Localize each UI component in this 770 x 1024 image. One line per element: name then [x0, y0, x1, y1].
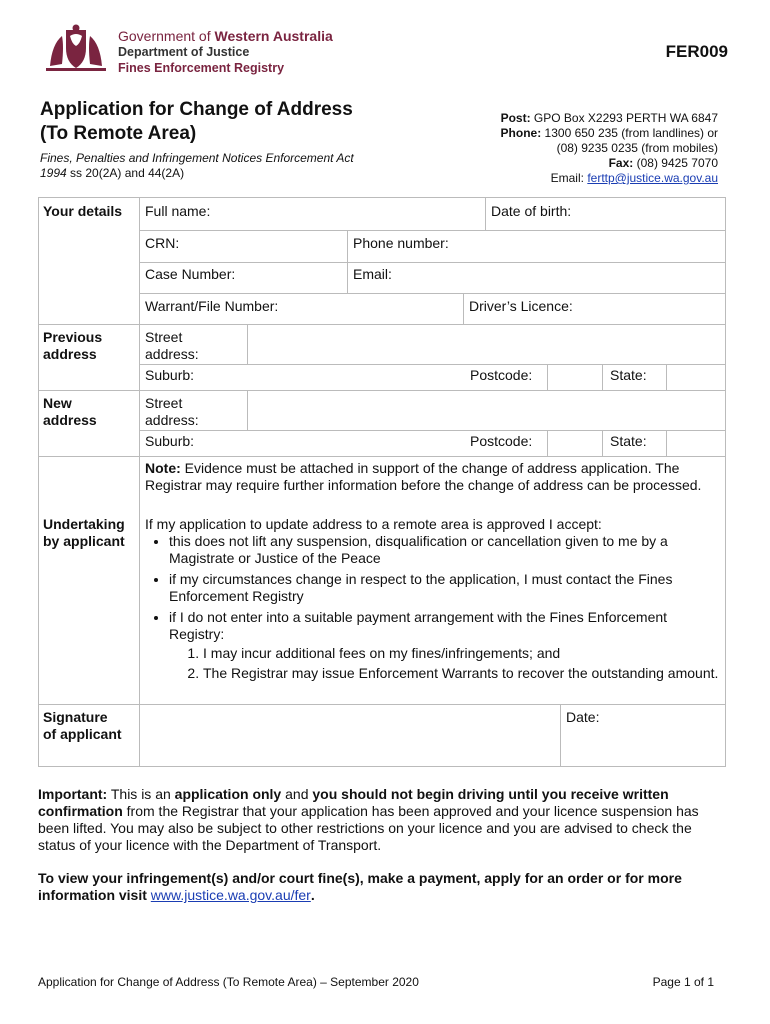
- more-information: To view your infringement(s) and/or court fine(s), make a payment, apply for an order or for more information visit www.justice.wa.gov.au/fer.: [38, 870, 682, 903]
- form-title: Application for Change of Address (To Remote Area): [40, 99, 353, 144]
- previous-street-address-field[interactable]: Street address:: [145, 329, 199, 362]
- registry-name: Fines Enforcement Registry: [118, 61, 285, 75]
- new-suburb-field[interactable]: Suburb:: [145, 433, 195, 449]
- application-form: [38, 197, 726, 767]
- warrant-file-number-field[interactable]: Warrant/File Number:: [145, 298, 279, 314]
- justice-website-link[interactable]: www.justice.wa.gov.au/fer: [150, 887, 311, 903]
- important-notice: Important: This is an application only and you should not begin driving until you receive written confirmation from the Registrar that your application has been approved and your licence suspension has been lifted. You may also be subject to other restrictions on your licence and you are advised to check the status of your licence with the Department of Transport.: [38, 786, 699, 853]
- previous-suburb-field[interactable]: Suburb:: [145, 367, 195, 383]
- list-item: 1. I may incur additional fees on my fines/infringements; and: [203, 645, 721, 662]
- form-code: FER009: [665, 42, 728, 61]
- signature-heading: Signature of applicant: [43, 709, 122, 742]
- crn-field[interactable]: CRN:: [145, 235, 180, 251]
- department-name: Department of Justice: [118, 45, 250, 59]
- drivers-licence-field[interactable]: Driver’s Licence:: [469, 298, 573, 314]
- new-address-heading: New address: [43, 395, 97, 428]
- previous-state-field[interactable]: State:: [610, 367, 647, 383]
- signature-date-field[interactable]: Date:: [566, 709, 600, 725]
- full-name-field[interactable]: Full name:: [145, 203, 211, 219]
- previous-postcode-field[interactable]: Postcode:: [470, 367, 533, 383]
- government-logo-text: [118, 28, 333, 76]
- act-reference: Fines, Penalties and Infringement Notices Enforcement Act 1994 ss 20(2A) and 44(2A): [40, 151, 354, 180]
- previous-address-heading: Previous address: [43, 329, 103, 362]
- phone-number-field[interactable]: Phone number:: [353, 235, 449, 251]
- case-number-field[interactable]: Case Number:: [145, 266, 236, 282]
- list-item: 2. The Registrar may issue Enforcement Warrants to recover the outstanding amount.: [203, 665, 721, 682]
- new-state-field[interactable]: State:: [610, 433, 647, 449]
- undertaking-heading: Undertaking by applicant: [43, 516, 125, 549]
- undertaking-text: If my application to update address to a remote area is approved I accept: • this does not lift any suspension, disqualification or cancellation given to me by a Magistrate or Justice of the Peace • if my circumstances change in respect to the application, I must contact the Fines Enforcement Registry • if I do not enter into a suitable payment arrangement with the Fines Enforcement Registry: 1. I may incur additional fees on my fines/infringements; and 2. The Registrar may issue Enforcement Warrants to recover the outstanding amount.: [145, 516, 721, 686]
- list-item: • if I do not enter into a suitable payment arrangement with the Fines Enforcement Registry: 1. I may incur additional fees on my fines/infringements; and 2. The Registrar may issue Enforcement Warrants to recover the outstanding amount.: [169, 609, 721, 682]
- date-of-birth-field[interactable]: Date of birth:: [491, 203, 572, 219]
- email-field[interactable]: Email:: [353, 266, 392, 282]
- page-number: Page 1 of 1: [652, 975, 714, 989]
- government-name: Government of Western Australia: [118, 28, 333, 44]
- your-details-heading: Your details: [43, 203, 123, 219]
- list-item: • this does not lift any suspension, disqualification or cancellation given to me by a Magistrate or Justice of the Peace: [169, 533, 721, 567]
- new-postcode-field[interactable]: Postcode:: [470, 433, 533, 449]
- email-link[interactable]: ferttp@justice.wa.gov.au: [587, 171, 718, 185]
- list-item: • if my circumstances change in respect to the application, I must contact the Fines Enforcement Registry: [169, 571, 721, 605]
- evidence-note: Note: Evidence must be attached in support of the change of address application. The Registrar may require further information before the change of address can be processed.: [145, 460, 702, 493]
- new-street-address-field[interactable]: Street address:: [145, 395, 199, 428]
- signature-field[interactable]: [145, 709, 555, 761]
- contact-details: Post: GPO Box X2293 PERTH WA 6847 Phone: 1300 650 235 (from landlines) or (08) 9235 0235 (from mobiles) Fax: (08) 9425 7070 Email: ferttp@justice.wa.gov.au: [500, 111, 718, 185]
- footer-title: Application for Change of Address (To Remote Area) – September 2020: [38, 975, 419, 989]
- wa-coat-of-arms-icon: [40, 24, 112, 74]
